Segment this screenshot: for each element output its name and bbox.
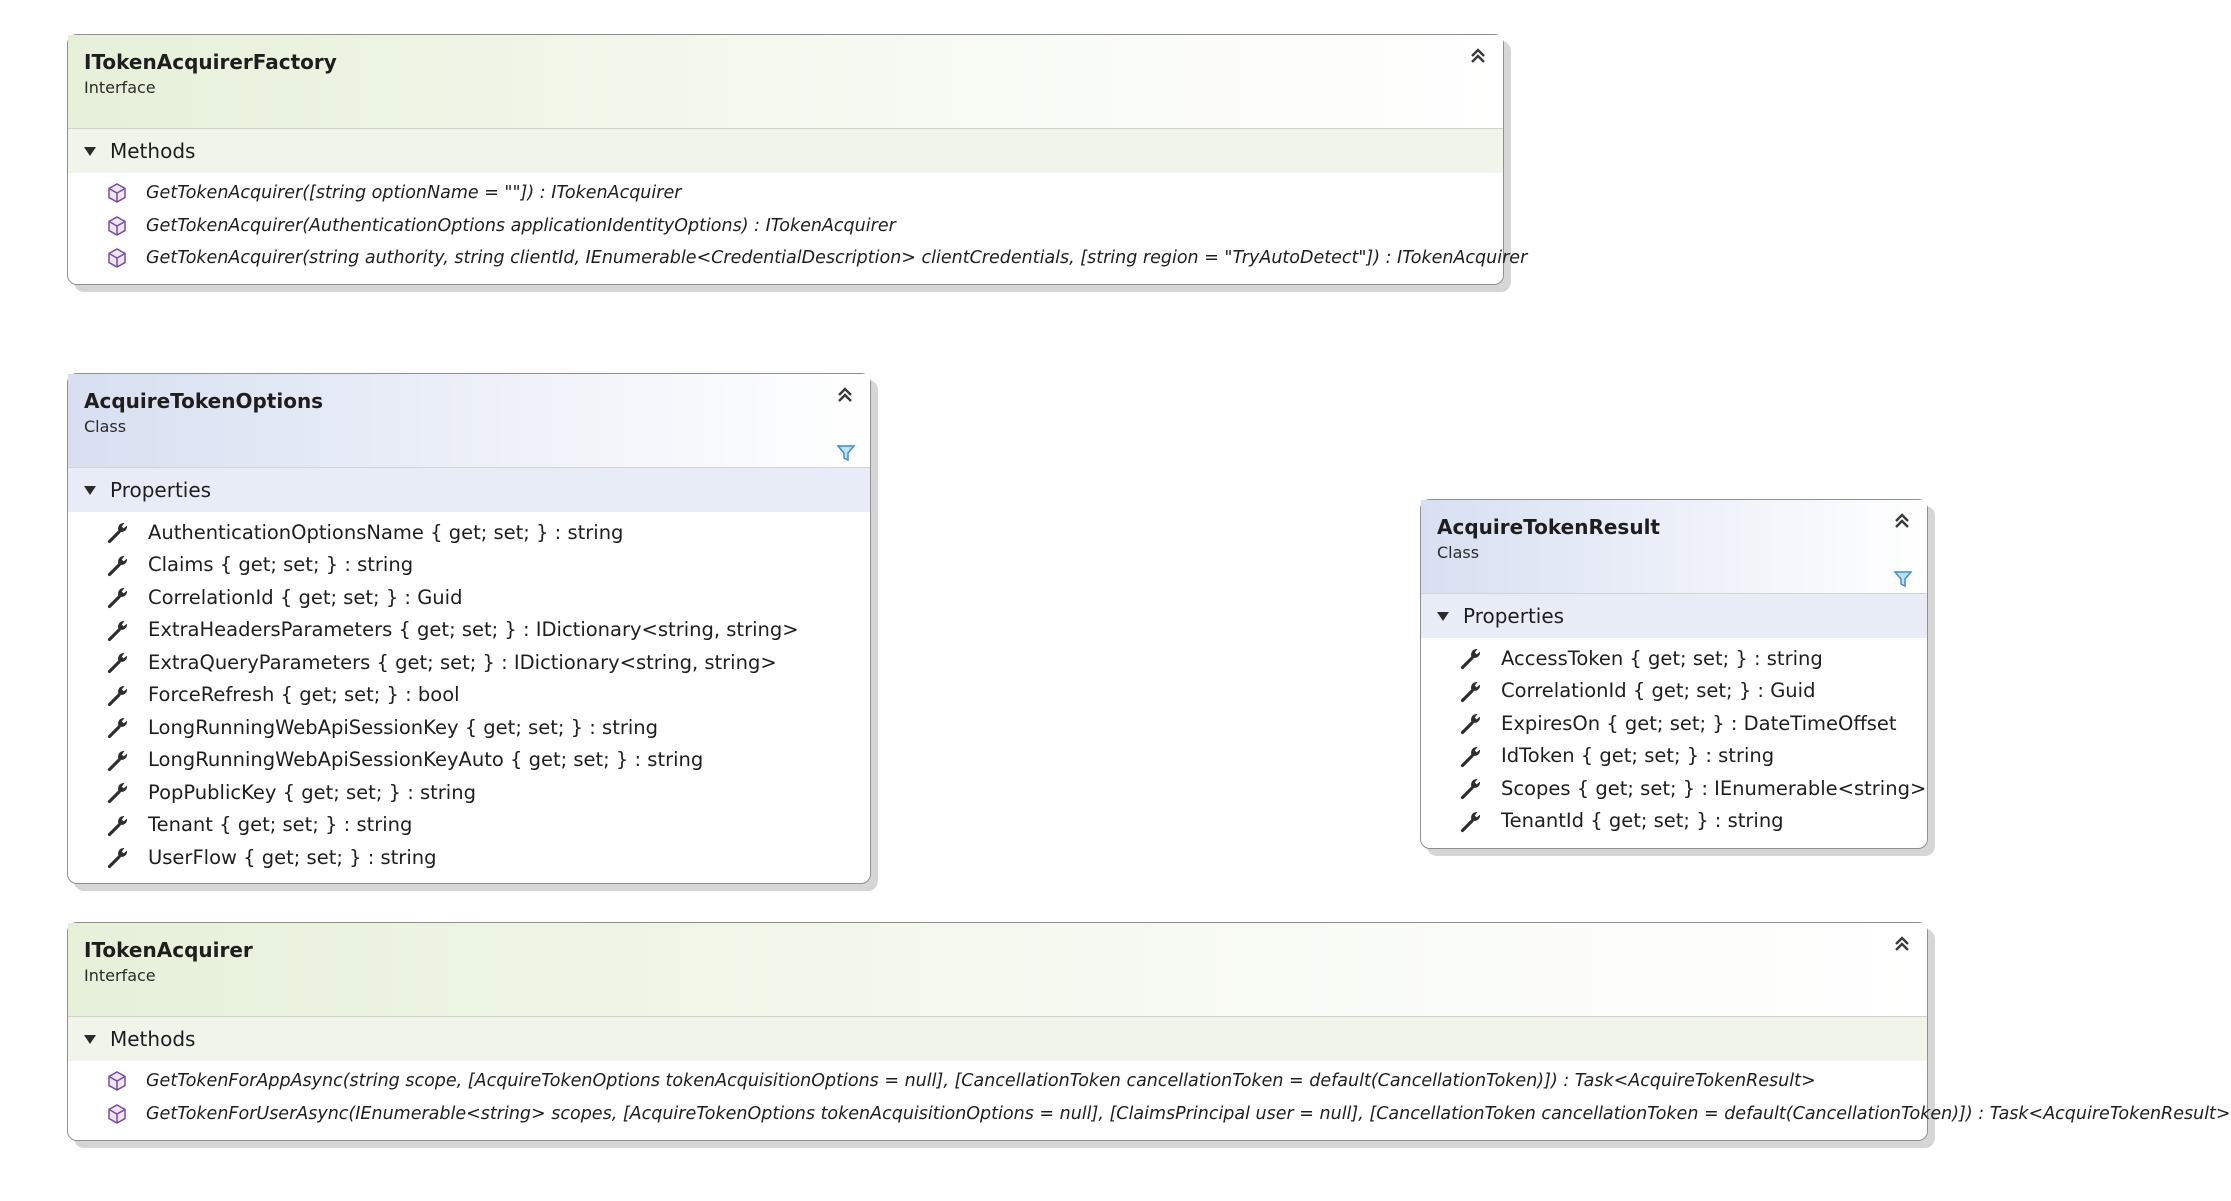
member-text: LongRunningWebApiSessionKey { get; set; } : string — [148, 715, 659, 739]
method-cube-icon — [106, 1070, 128, 1092]
member-text: LongRunningWebApiSessionKeyAuto { get; set; } : string — [148, 748, 704, 772]
property-wrench-icon — [1459, 711, 1483, 735]
filter-funnel-icon[interactable] — [1893, 569, 1913, 589]
expand-triangle-icon[interactable] — [84, 1035, 96, 1044]
shape-name: ITokenAcquirerFactory — [84, 50, 337, 74]
member-text: GetTokenAcquirer(AuthenticationOptions applicationIdentityOptions) : ITokenAcquirer — [146, 215, 896, 236]
member-row[interactable] — [68, 711, 870, 744]
compartment-label: Properties — [110, 478, 212, 502]
shape-acquiretokenoptions[interactable] — [67, 373, 871, 884]
property-wrench-icon — [106, 748, 130, 772]
compartment-label: Methods — [110, 139, 196, 163]
property-wrench-icon — [1459, 809, 1483, 833]
member-list — [68, 173, 1528, 283]
member-list — [68, 512, 870, 882]
member-text: AccessToken { get; set; } : string — [1501, 646, 1823, 670]
member-text: GetTokenForUserAsync(IEnumerable<string> scopes, [AcquireTokenOptions tokenAcquisitionOptions = null], [ClaimsPrincipal user = null], [CancellationToken cancellationToken = default(CancellationToken)]) : Task<AcquireTokenResult> — [146, 1103, 2231, 1124]
shape-kind: Interface — [84, 966, 156, 985]
member-row[interactable] — [68, 242, 1528, 275]
member-row[interactable] — [1421, 642, 1927, 675]
properties-compartment-header[interactable] — [1421, 594, 1927, 638]
member-text: GetTokenForAppAsync(string scope, [AcquireTokenOptions tokenAcquisitionOptions = null], [CancellationToken cancellationToken = default(CancellationToken)]) : Task<AcquireTokenResult> — [146, 1071, 1816, 1092]
property-wrench-icon — [106, 520, 130, 544]
member-text: UserFlow { get; set; } : string — [148, 845, 437, 869]
member-text: ExtraQueryParameters { get; set; } : IDictionary<string, string> — [148, 650, 777, 674]
member-text: GetTokenAcquirer([string optionName = ""]) : ITokenAcquirer — [146, 183, 682, 204]
member-row[interactable] — [1421, 740, 1927, 773]
shape-name: AcquireTokenResult — [1437, 515, 1660, 539]
double-chevron-up-icon[interactable] — [1891, 933, 1913, 955]
shape-acquiretokenresult[interactable] — [1420, 499, 1928, 849]
method-cube-icon — [106, 1103, 128, 1125]
member-row[interactable] — [68, 809, 870, 842]
member-text: TenantId { get; set; } : string — [1501, 809, 1784, 833]
shape-name: AcquireTokenOptions — [84, 389, 324, 413]
filter-funnel-icon[interactable] — [836, 443, 856, 463]
method-cube-icon — [106, 215, 128, 237]
shape-itokenacquirer[interactable] — [67, 922, 2231, 1141]
methods-compartment-header[interactable] — [68, 1017, 1927, 1061]
member-text: PopPublicKey { get; set; } : string — [148, 780, 476, 804]
member-text: Claims { get; set; } : string — [148, 553, 414, 577]
member-text: AuthenticationOptionsName { get; set; } : string — [148, 520, 624, 544]
shape-header[interactable] — [68, 374, 870, 468]
shape-name: ITokenAcquirer — [84, 938, 253, 962]
member-text: CorrelationId { get; set; } : Guid — [148, 585, 463, 609]
shape-kind: Class — [1437, 543, 1480, 562]
property-wrench-icon — [106, 845, 130, 869]
member-row[interactable] — [68, 679, 870, 712]
member-list — [1421, 638, 1927, 845]
property-wrench-icon — [1459, 679, 1483, 703]
member-row[interactable] — [68, 744, 870, 777]
shape-header[interactable] — [68, 35, 1503, 129]
member-text: GetTokenAcquirer(string authority, string clientId, IEnumerable<CredentialDescription> clientCredentials, [string region = "TryAutoDetect"]) : ITokenAcquirer — [146, 248, 1528, 269]
property-wrench-icon — [106, 780, 130, 804]
expand-triangle-icon[interactable] — [84, 147, 96, 156]
member-text: Tenant { get; set; } : string — [148, 813, 413, 837]
shape-header[interactable] — [68, 923, 1927, 1017]
member-row[interactable] — [1421, 805, 1927, 838]
double-chevron-up-icon[interactable] — [1467, 45, 1489, 67]
member-text: ExpiresOn { get; set; } : DateTimeOffset — [1501, 711, 1897, 735]
member-text: IdToken { get; set; } : string — [1501, 744, 1775, 768]
member-text: Scopes { get; set; } : IEnumerable<string> — [1501, 776, 1927, 800]
expand-triangle-icon[interactable] — [84, 486, 96, 495]
compartment-label: Properties — [1463, 604, 1565, 628]
member-row[interactable] — [68, 516, 870, 549]
member-row[interactable] — [68, 841, 870, 874]
member-row[interactable] — [1421, 772, 1927, 805]
member-row[interactable] — [1421, 707, 1927, 740]
property-wrench-icon — [106, 553, 130, 577]
methods-compartment-header[interactable] — [68, 129, 1503, 173]
member-row[interactable] — [68, 1098, 2231, 1131]
property-wrench-icon — [1459, 776, 1483, 800]
double-chevron-up-icon[interactable] — [834, 384, 856, 406]
method-cube-icon — [106, 247, 128, 269]
member-row[interactable] — [68, 177, 1503, 210]
shape-kind: Class — [84, 417, 127, 436]
property-wrench-icon — [106, 618, 130, 642]
member-row[interactable] — [68, 614, 870, 647]
method-cube-icon — [106, 182, 128, 204]
property-wrench-icon — [1459, 744, 1483, 768]
member-text: CorrelationId { get; set; } : Guid — [1501, 679, 1816, 703]
member-text: ExtraHeadersParameters { get; set; } : IDictionary<string, string> — [148, 618, 799, 642]
property-wrench-icon — [106, 683, 130, 707]
compartment-label: Methods — [110, 1027, 196, 1051]
property-wrench-icon — [106, 650, 130, 674]
member-row[interactable] — [68, 210, 1503, 243]
properties-compartment-header[interactable] — [68, 468, 870, 512]
property-wrench-icon — [106, 585, 130, 609]
member-row[interactable] — [68, 1065, 1927, 1098]
shape-itokenacquirerfactory[interactable] — [67, 34, 1528, 285]
member-row[interactable] — [68, 776, 870, 809]
member-text: ForceRefresh { get; set; } : bool — [148, 683, 460, 707]
shape-kind: Interface — [84, 78, 156, 97]
member-row[interactable] — [1421, 675, 1927, 708]
expand-triangle-icon[interactable] — [1437, 612, 1449, 621]
shape-header[interactable] — [1421, 500, 1927, 594]
member-row[interactable] — [68, 581, 870, 614]
property-wrench-icon — [1459, 646, 1483, 670]
member-row[interactable] — [68, 646, 870, 679]
member-row[interactable] — [68, 549, 870, 582]
member-list — [68, 1061, 2231, 1138]
property-wrench-icon — [106, 813, 130, 837]
property-wrench-icon — [106, 715, 130, 739]
double-chevron-up-icon[interactable] — [1891, 510, 1913, 532]
